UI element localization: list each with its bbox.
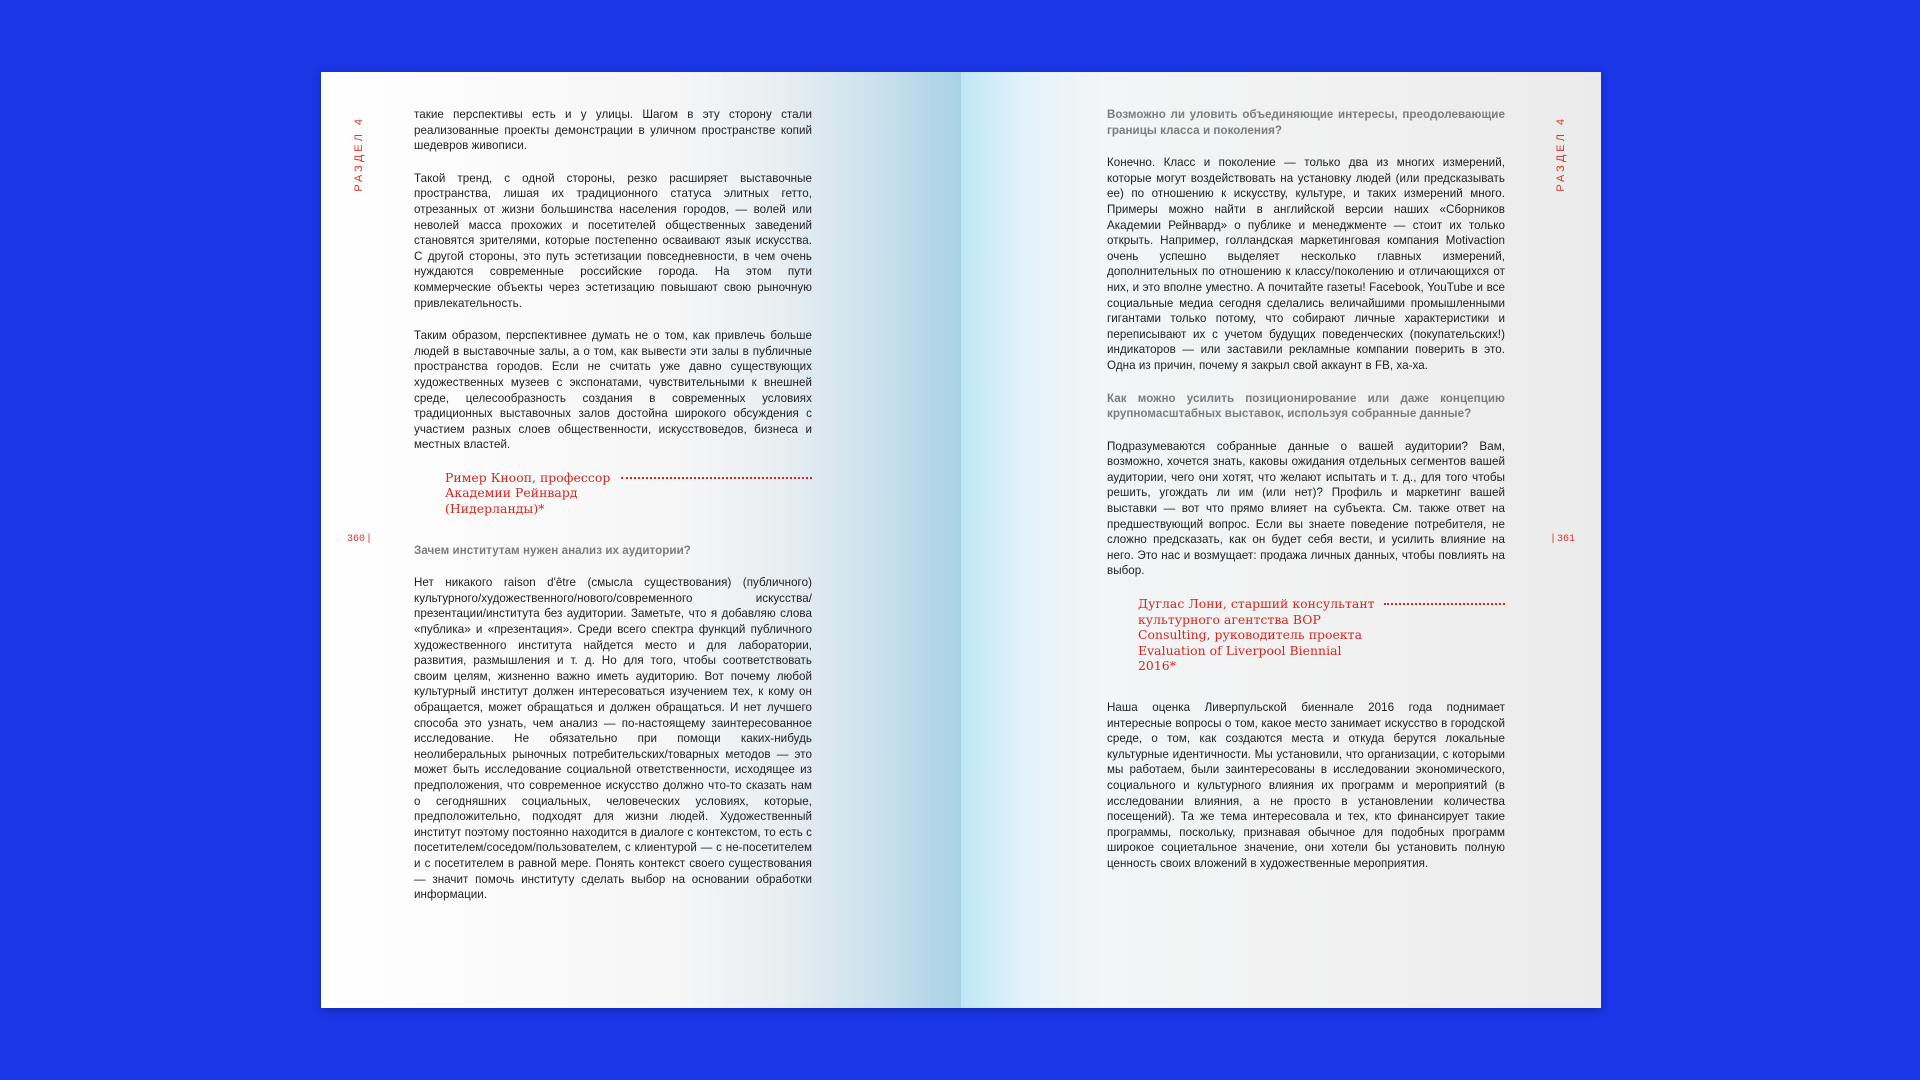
book-spread: [321, 72, 1601, 1008]
page-number: 360 |: [347, 534, 372, 545]
interview-question: Зачем институтам нужен анализ их аудитории?: [414, 543, 691, 557]
dotted-leader: [1384, 603, 1505, 605]
paragraph: Нет никакого raison d'être (смысла существования) (публичного) культурного/художественного/нового/современного искусства/презентации/института без аудитории. Заметьте, что я добавляю слова «публика» и «презентация». Среди всего спектра функций публичного художественного института найдется место и для лаборатории, развития, размышления и т. д. Но для того, чтобы соответствовать своим целям, жизненно важно иметь аудиторию. Вот почему любой культурный институт должен интересоваться изучением тех, к кому он обращается, может обращаться и должен обращаться. И нет лучшего способа это узнать, чем анализ — по-настоящему заинтересованное исследование. Не обязательно при помощи каких-нибудь неолиберальных рыночных потребительских/товарных методов — это может быть исследование социальной ответственности, исходящее из предположения, что современное искусство должно что-то сказать нам о сегодняшних социальных, человеческих условиях, которые, предположительно, подходят для жизни людей. Художественный институт поэтому постоянно находится в диалоге с контекстом, то есть с посетителем/соседом/пользователем, с клиентурой — с не-посетителем и с посетителем в равной мере. Понять контекст своего существования — значит помочь институту сделать выбор на основании обработки информации.: [414, 576, 812, 902]
dotted-leader: [621, 477, 812, 479]
section-label: РАЗДЕЛ 4: [353, 116, 365, 192]
quote-author: Ример Кнооп, профессор Академии Рейнвард (Нидерланды)*: [445, 469, 611, 517]
paragraph: Наша оценка Ливерпульской биеннале 2016 года поднимает интересные вопросы о том, какое место занимает искусство в городской среде, о том, как создаются места и откуда берутся локальные культурные идентичности. Мы установили, что организации, с которыми мы работаем, были заинтересованы в исследовании экономического, социального и культурного влияния их программ и мероприятий (в исследовании влияния, а не просто в установлении количества посещений). Та же тема интересовала и тех, кто финансирует такие программы, поскольку, признавая обычное для подобных программ широкое социетальное значение, они хотели бы установить полную ценность своих вложений в художественные мероприятия.: [1107, 701, 1505, 870]
paragraph: Такой тренд, с одной стороны, резко расширяет выставочные пространства, лишая их традиционного статуса элитных гетто, отрезанных от жизни большинства населения городов, — волей или неволей масса прохожих и посетителей общественных заведений становятся зрителями, которые постепенно осваивают язык искусства. С другой стороны, это путь эстетизации повседневности, в чем очень нуждаются современные российские города. На этом пути коммерческие объекты через эстетизацию повышают свою рыночную привлекательность.: [414, 171, 812, 310]
interview-question: Возможно ли уловить объединяющие интересы, преодолевающие границы класса и поколения?: [1107, 108, 1505, 137]
text-column: [414, 107, 812, 920]
paragraph: Таким образом, перспективнее думать не о том, как привлечь больше людей в выставочные залы, а о том, как вывести эти залы в публичные пространства городов. Если не считать уже давно существующих художественных музеев с экспонатами, чувствительными к внешней среде, целесообразность создания в современных условиях традиционных выставочных залов достойна широкого обсуждения с участием разных слоев общественности, искусствоведов, бизнеса и местных властей.: [414, 329, 812, 452]
left-page: [321, 72, 961, 1008]
pull-quote-attribution: [445, 470, 812, 517]
paragraph: Конечно. Класс и поколение — только два из многих измерений, которые могут воздействовать на установку людей (или предсказывать ее) по отношению к искусству, культуре, и таких измерений много. Примеры можно найти в английской версии наших «Сборников Академии Рейнвард» о публике и менеджменте — стоит их только открыть. Например, голландская маркетинговая компания Motivaction очень успешно выделяет несколько главных измерений, дополнительных по отношению к классу/поколению и отличающихся от них, и это вполне уместно. А почитайте газеты! Facebook, YouTube и все социальные медиа сегодня сделались величайшими промышленными гигантами только потому, что собирают личные характеристики и переписывают их с учетом будущих поведенческих (покупательских!) индикаторов — или заставили рекламные компании поверить в это. Одна из причин, почему я закрыл свой аккаунт в FB, ха-ха.: [1107, 156, 1505, 372]
interview-question: Как можно усилить позиционирование или даже концепцию крупномасштабных выставок, используя собранные данные?: [1107, 391, 1505, 421]
text-column: [1107, 107, 1505, 889]
section-label: РАЗДЕЛ 4: [1555, 116, 1567, 192]
page-number: | 361: [1550, 534, 1575, 545]
pull-quote-attribution: [1138, 596, 1505, 674]
right-page: [961, 72, 1601, 1008]
paragraph: Подразумеваются собранные данные о вашей аудитории? Вам, возможно, хочется знать, каковы ожидания отдельных сегментов вашей аудитории, чего они хотят, что желают испытать и т. д., для того чтобы решить, угождать ли им (или нет)? Профиль и маркетинг вашей выставки — вот что прямо влияет на субъекта. См. также ответ на предшествующий вопрос. Если вы знаете поведение потребителя, не сложно предсказать, как он будет себя вести, и усилить влияние на него. Это нас и возмущает: продажа личных данных, чтобы повлиять на выбор.: [1107, 439, 1505, 578]
quote-author: Дуглас Лони, старший консультант культурного агентства BOP Consulting, руководитель проекта Evaluation of Liverpool Biennial 2016*: [1138, 596, 1375, 674]
paragraph: такие перспективы есть и у улицы. Шагом в эту сторону стали реализованные проекты демонстрации в уличном пространстве копий шедевров живописи.: [414, 108, 812, 153]
